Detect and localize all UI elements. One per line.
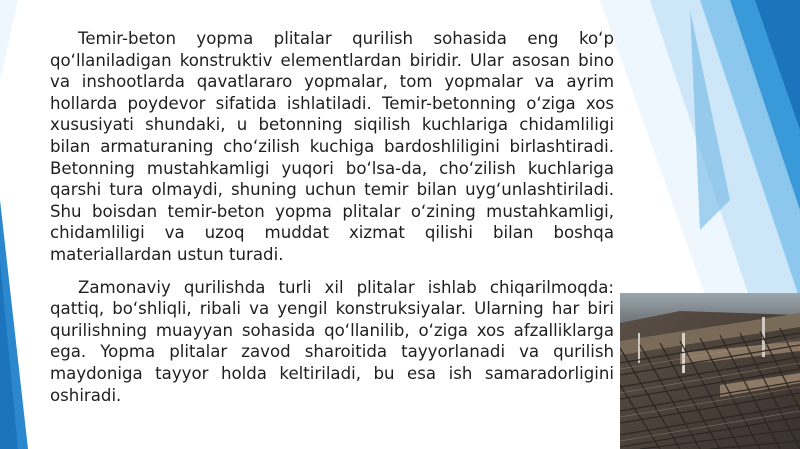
body-text (50, 28, 614, 406)
rebar-mesh-photo (620, 293, 800, 449)
paragraph-2: Zamonaviy qurilishda turli xil plitalar ishlab chiqarilmoqda: qattiq, bo‘shliqli, ribali va yengil konstruksiyalar. Ularning har biri qurilishning muayyan sohasida qo‘llanilib, o‘ziga xos afzalliklarga ega. Yopma plitalar zavod sharoitida tayyorlanadi va qurilish maydoniga tayyor holda keltiriladi, bu esa ish samaradorligini oshiradi. (50, 277, 614, 405)
rebar-mesh-image (620, 293, 800, 449)
left-top-shard (0, 0, 18, 80)
paragraph-1: Temir-beton yopma plitalar qurilish sohasida eng ko‘p qo‘llaniladigan konstruktiv elementlardan biridir. Ular asosan bino va inshootlarda qavatlararo yopmalar, tom yopmalar va ayrim hollarda poydevor sifatida ishlatiladi. Temir-betonning o‘ziga xos xususiyati shundaki, u betonning siqilish kuchlariga chidamliligi bilan armaturaning cho‘zilish kuchiga bardoshliligini birlashtiradi. Betonning mustahkamligi yuqori bo‘lsa-da, cho‘zilish kuchlariga qarshi tura olmaydi, shuning uchun temir bilan uyg‘unlashtiriladi. Shu boisdan temir-beton yopma plitalar o‘zining mustahkamligi, chidamliligi va uzoq muddat xizmat qilishi bilan boshqa materiallardan ustun turadi. (50, 29, 614, 264)
